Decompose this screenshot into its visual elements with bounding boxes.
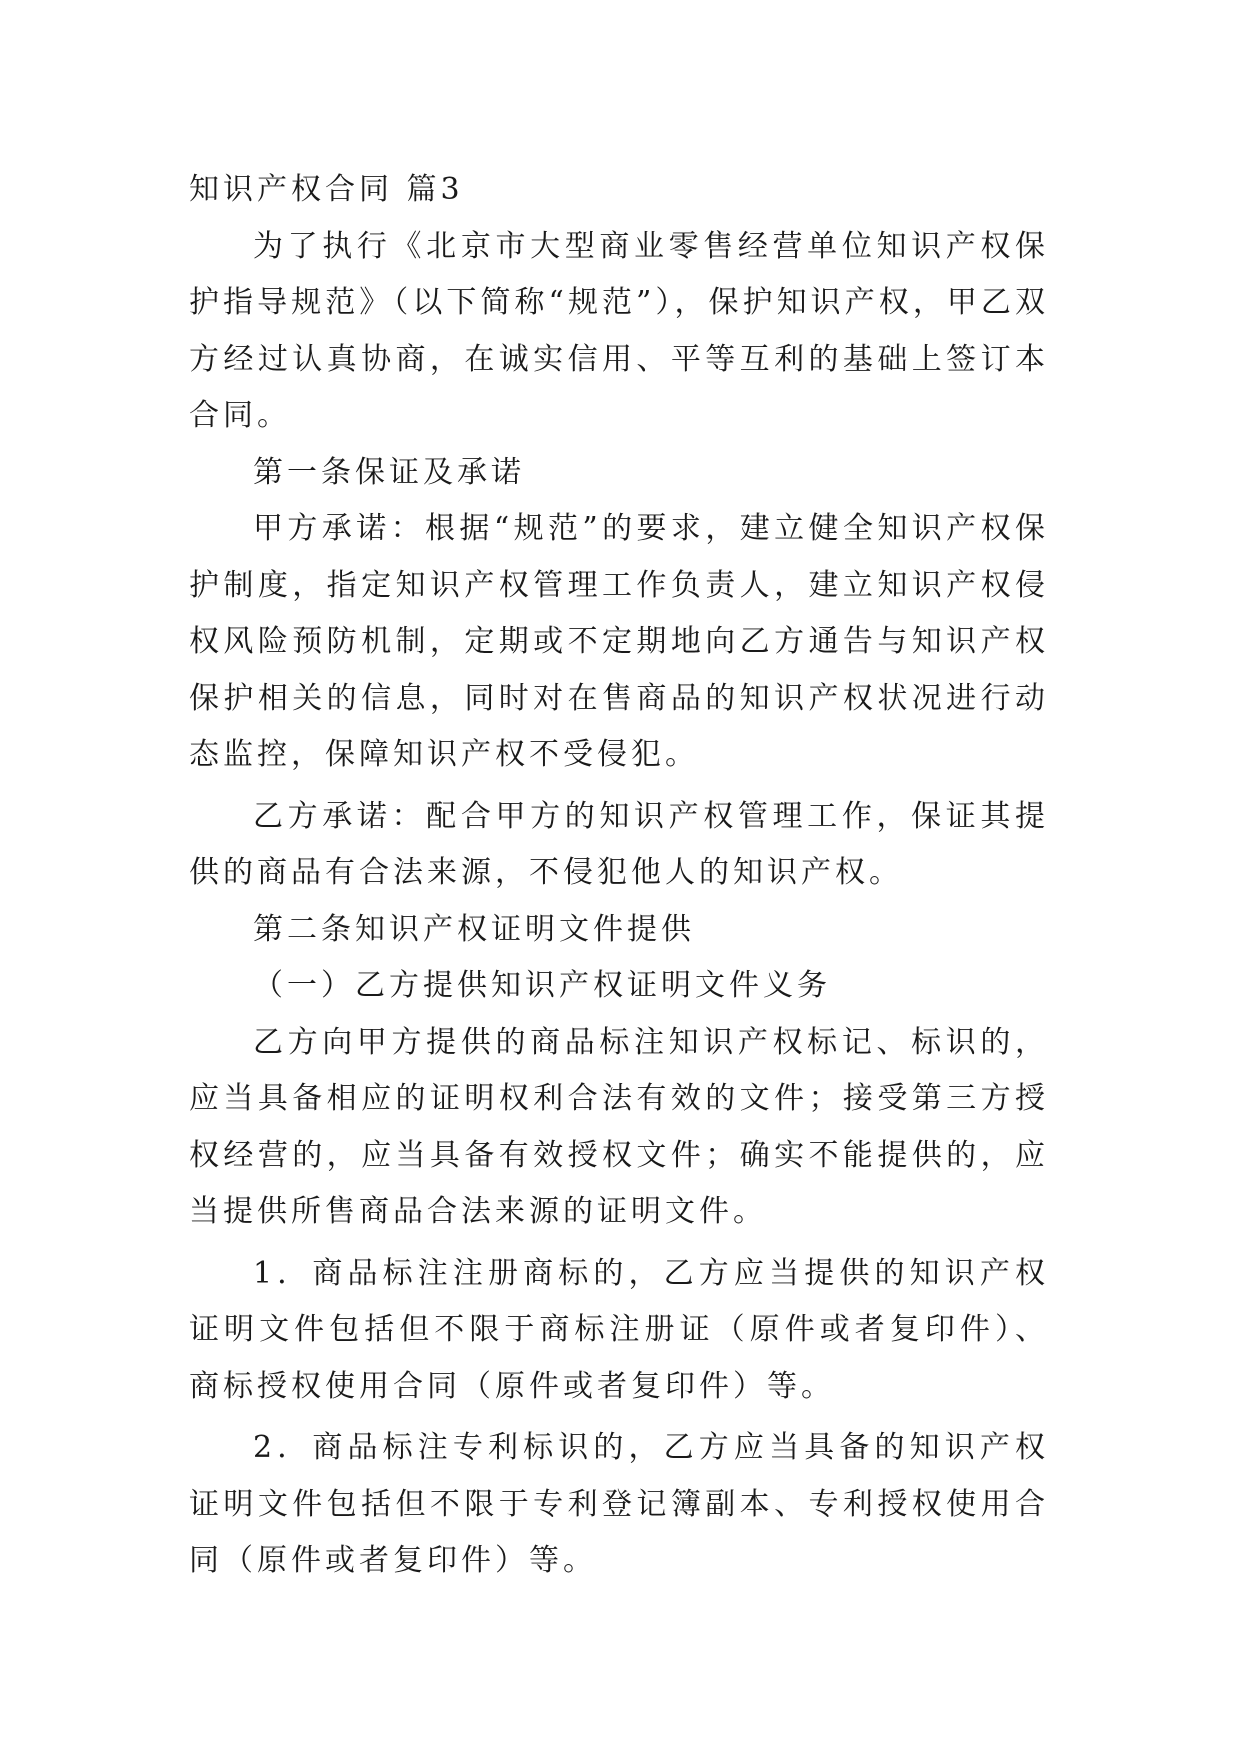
section-heading-1: 第一条保证及承诺 [253,454,525,490]
document-title: 知识产权合同 篇3 [189,172,464,207]
subsection-heading-1: （一）乙方提供知识产权证明文件义务 [253,968,831,1003]
list-item-2: 2．商品标注专利标识的，乙方应当具备的知识产权证明文件包括但不限于专利登记簿副本、专利授权使用合同（原件或者复印件）等。 [189,1430,1049,1578]
paragraph-intro: 为了执行《北京市大型商业零售经营单位知识产权保护指导规范》（以下简称“规范”），保护知识产权，甲乙双方经过认真协商，在诚实信用、平等互利的基础上签订本合同。 [189,228,1049,433]
section-heading-2: 第二条知识产权证明文件提供 [253,911,695,947]
paragraph-party-b-promise: 乙方承诺：配合甲方的知识产权管理工作，保证其提供的商品有合法来源，不侵犯他人的知识产权。 [189,798,1049,890]
document-body [189,162,1049,1590]
paragraph-proof-documents: 乙方向甲方提供的商品标注知识产权标记、标识的，应当具备相应的证明权利合法有效的文件；接受第三方授权经营的，应当具备有效授权文件；确实不能提供的，应当提供所售商品合法来源的证明文件。 [189,1024,1049,1229]
list-item-1: 1．商品标注注册商标的，乙方应当提供的知识产权证明文件包括但不限于商标注册证（原件或者复印件）、商标授权使用合同（原件或者复印件）等。 [189,1255,1049,1404]
paragraph-party-a-promise: 甲方承诺：根据“规范”的要求，建立健全知识产权保护制度，指定知识产权管理工作负责人，建立知识产权侵权风险预防机制，定期或不定期地向乙方通告与知识产权保护相关的信息，同时对在售商品的知识产权状况进行动态监控，保障知识产权不受侵犯。 [189,511,1049,772]
